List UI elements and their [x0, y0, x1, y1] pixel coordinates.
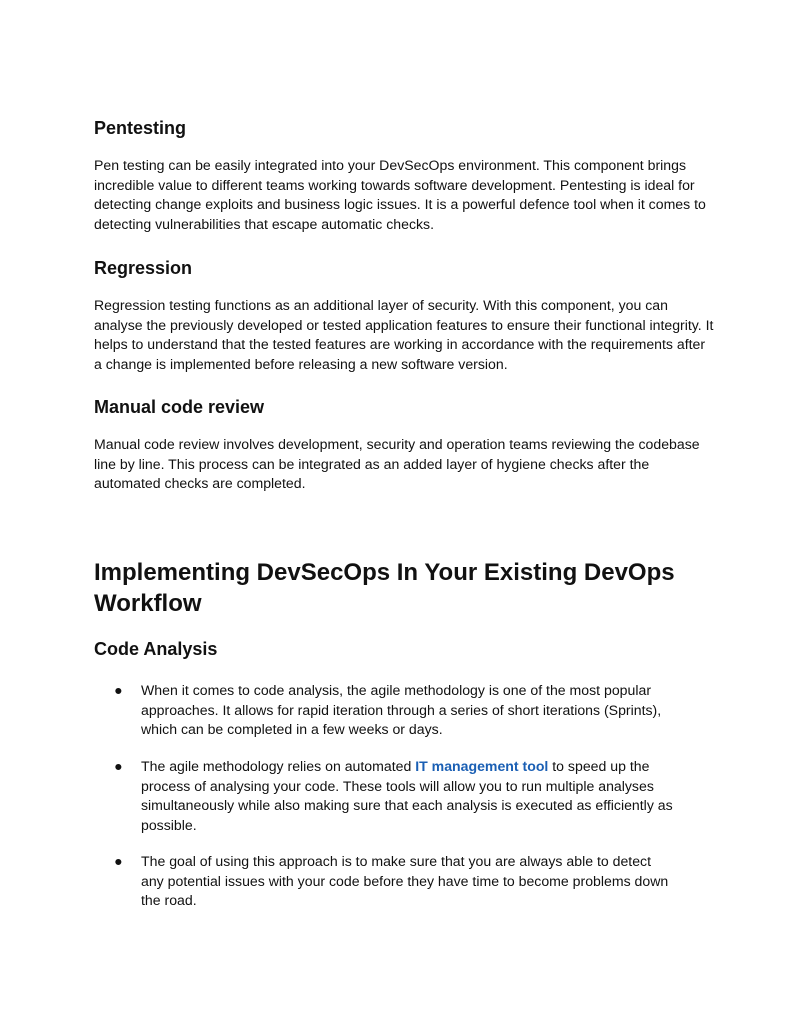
section-body: Regression testing functions as an additional layer of security. With this component, you can analyse the previously developed or tested application features to ensure their functional integrity. It helps to understand that the tested features are working in accordance with the requirements after a change is implemented before releasing a new software version.	[94, 297, 714, 372]
section-regression	[94, 257, 714, 374]
it-management-tool-link[interactable]: IT management tool	[415, 758, 549, 774]
list-item-text: The agile methodology relies on automated IT management tool to speed up the process of analysing your code. These tools will allow you to run multiple analyses simultaneously while also making sure that each analysis is executed as efficiently as possible.	[141, 758, 673, 833]
list-item	[114, 681, 674, 740]
section-heading: Regression	[94, 258, 193, 278]
section-body: Manual code review involves development, security and operation teams reviewing the codebase line by line. This process can be integrated as an added layer of hygiene checks after the automated checks are completed.	[94, 436, 700, 491]
section-heading: Code Analysis	[94, 639, 218, 659]
main-heading: Implementing DevSecOps In Your Existing DevOps Workflow	[94, 559, 675, 617]
section-body: Pen testing can be easily integrated into your DevSecOps environment. This component brings incredible value to different teams working towards software development. Pentesting is ideal for detecting change exploits and business logic issues. It is a powerful defence tool when it comes to detecting vulnerabilities that escape automatic checks.	[94, 157, 706, 232]
main-section	[94, 557, 714, 619]
bullet-icon: ●	[114, 853, 123, 869]
list-item-text: The goal of using this approach is to make sure that you are always able to detect any potential issues with your code before they have time to become problems down the road.	[141, 853, 669, 908]
bullet-icon: ●	[114, 758, 123, 774]
section-code-analysis	[94, 638, 714, 660]
list-item	[114, 757, 674, 835]
list-item	[114, 852, 674, 911]
section-heading: Pentesting	[94, 118, 187, 138]
section-manual-code-review	[94, 396, 714, 494]
bullet-icon: ●	[114, 682, 123, 698]
section-pentesting	[94, 117, 714, 234]
section-heading: Manual code review	[94, 397, 265, 417]
list-item-text: When it comes to code analysis, the agile methodology is one of the most popular approaches. It allows for rapid iteration through a series of short iterations (Sprints), which can be completed in a few weeks or days.	[141, 682, 662, 737]
